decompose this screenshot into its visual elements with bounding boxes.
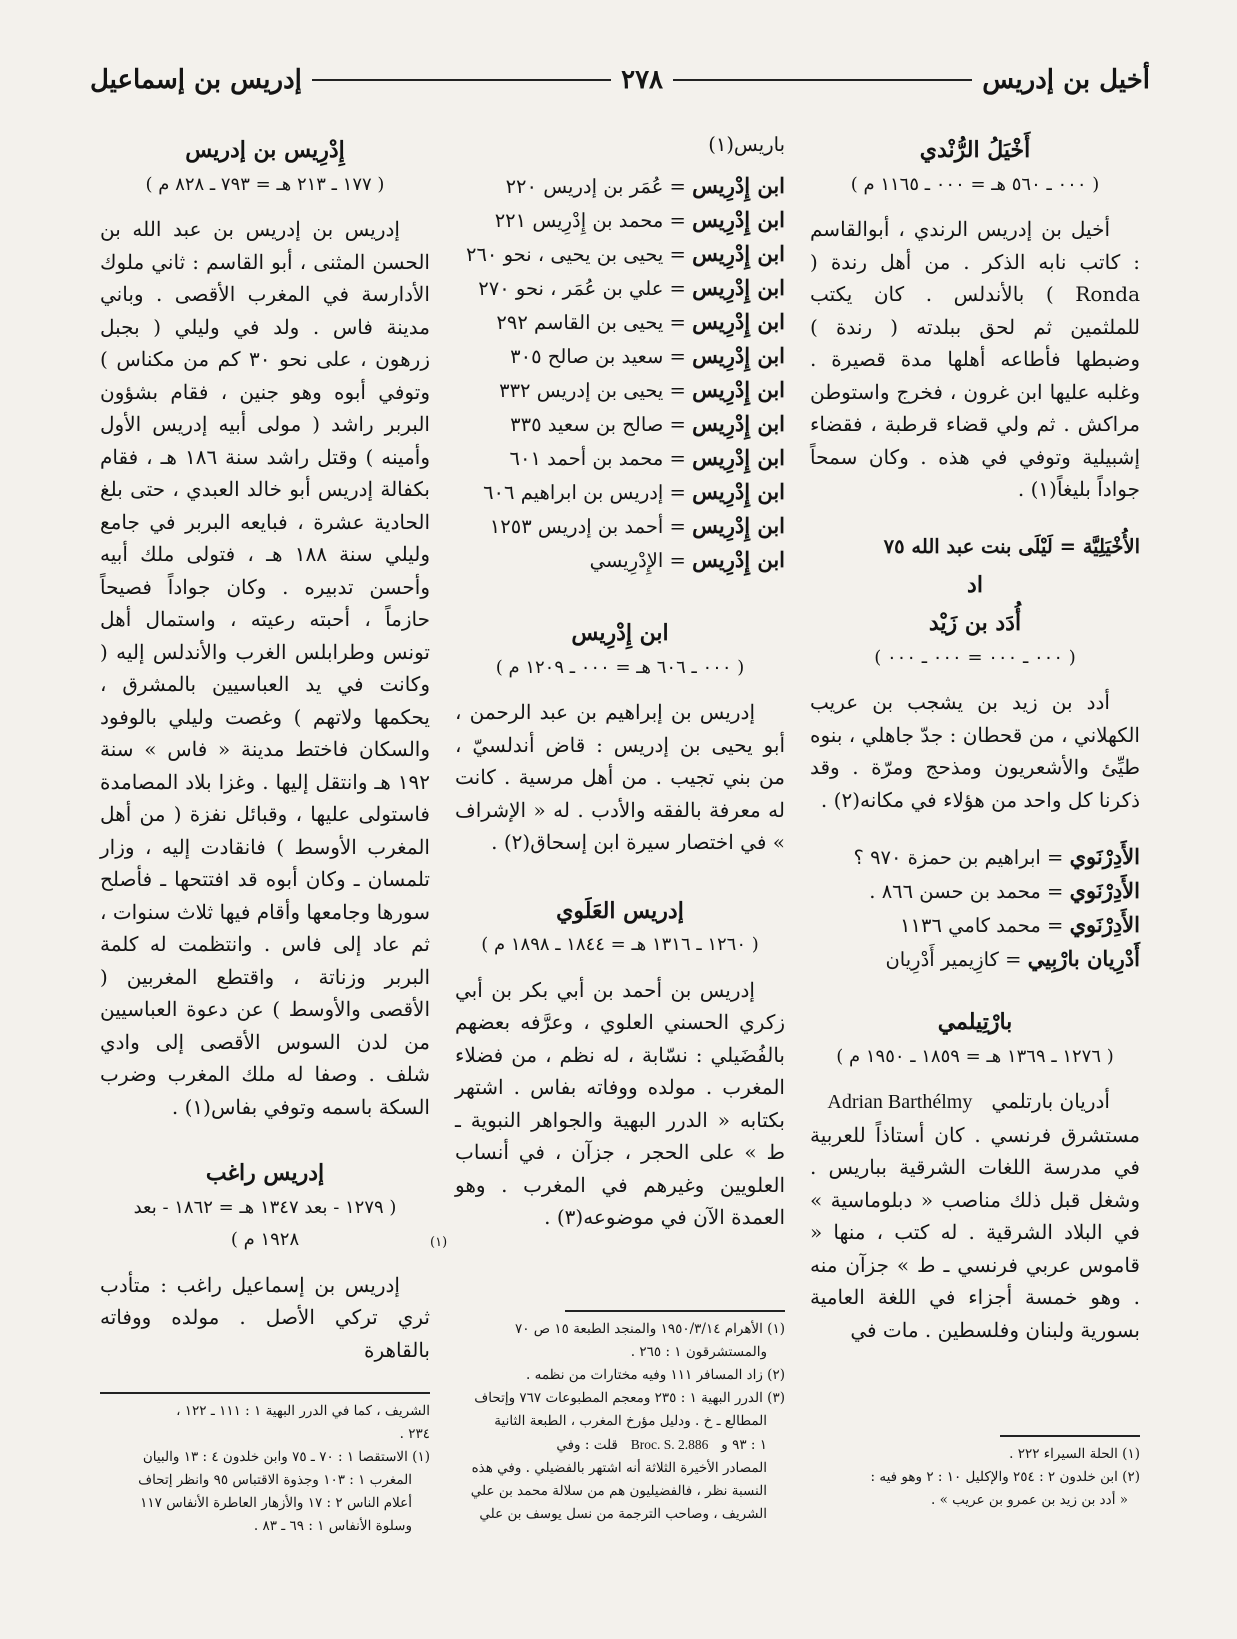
entry-title-udad: أُدَد بن زَيْد bbox=[928, 610, 1022, 636]
footnote-line: (٢) ابن خلدون ٢ : ٢٥٤ والإكليل ١٠ : ٢ وهو فيه : bbox=[870, 1469, 1140, 1485]
footnote-line: المصادر الأخيرة الثلاثة أنه اشتهر بالفضيلي . وفي هذه bbox=[471, 1460, 767, 1476]
entry-text-idris-alawi: إدريس بن أحمد بن أبي بكر بن أبي زكري الحسني العلوي ، وعرَّفه بعضهم بالفُضَيلي : نسّابة ، له نظم ، من فضلاء المغرب . مولده ووفاته بفاس . اشتهر بكتابه « الدرر البهية والجواهر النبوية ـ ط » على الحجر ، جزآن ، في أنساب العلويين وغيرهم في المغرب . وهو العمدة الآن في موضوعه(٣) . bbox=[455, 977, 785, 1229]
entry-title-idris-alawi: إدريس العَلَوي bbox=[556, 897, 684, 924]
entry-dates-barthelemy: ( ١٢٧٦ ـ ١٣٦٩ هـ = ١٨٥٩ ـ ١٩٥٠ م ) bbox=[836, 1045, 1114, 1067]
xref-adirnawi-3: الأَدِرْنَوي = محمد كامي ١١٣٦ bbox=[900, 912, 1140, 937]
xref-adirnawi-1: الأَدِرْنَوي = ابراهيم بن حمزة ٩٧٠ ؟ bbox=[853, 844, 1140, 869]
entry-text-idris-ii: إدريس بن إدريس بن عبد الله بن الحسن المثنى ، أبو القاسم : ثاني ملوك الأدارسة في المغرب الأقصى . وباني مدينة فاس . ولد في وليلي ( بجبل زرهون ، على نحو ٣٠ كم من مكناس ) وتوفي أبوه وهو جنين ، فقام بشؤون البربر راشد ( مولى أبيه إدريس الأول وأمينه ) وقتل راشد سنة ١٨٦ هـ ، فقام بكفالة إدريس أبو خالد العبدي ، حتى بلغ الحادية عشرة ، فبايعه البربر في جامع وليلي سنة ١٨٨ هـ ، فتولى ملك أبيه وأحسن تدبيره . وكان جواداً فصيحاً حازماً ، أحبته رعيته ، واستمال أهل تونس وطرابلس الغرب والأندلس إليه ( وكانت في يد العباسيين بالمشرق ، يحكمها ولاتهم ) وغصت وليلي بالوفود والسكان فاختط مدينة « فاس » سنة ١٩٢ هـ وانتقل إليها . وغزا بلاد المصامدة فاستولى عليها ، وقبائل نفزة ( من أهل المغرب الأوسط ) فانقادت إليه ، وزار تلمسان ـ وكان أبوه قد افتتحها ـ فأصلح سورها وجامعها وأقام فيها ثلاث سنوات ، ثم عاد إلى فاس . وانتظمت له كلمة البربر وزناتة ، واقتطع المغربين ( الأقصى والأوسط ) عن دعوة العباسيين من لدن السوس الأقصى إلى وادي شلف . وصفا له ملك المغرب وضرب السكة باسمه وتوفي بفاس(١) . bbox=[100, 217, 430, 1119]
entry-title-idris-ii: إِدْرِيس بن إدريس bbox=[185, 137, 345, 163]
xref-ibn-idris-2: ابن إِدْرِيس = محمد بن إِدْرِيس ٢٢١ bbox=[494, 207, 785, 232]
footnote-line: (١) الأهرام ١٩٥٠/٣/١٤ والمنجد الطبعة ١٥ ص ٧٠ bbox=[514, 1321, 785, 1337]
entry-dates-idris-ii: ( ١٧٧ ـ ٢١٣ هـ = ٧٩٣ ـ ٨٢٨ م ) bbox=[145, 173, 385, 195]
entry-text-barthelemy: مستشرق فرنسي . كان أستاذاً للعربية في مدرسة اللغات الشرقية بباريس . وشغل قبل ذلك مناصب « دبلوماسية » في البلاد الشرقية . له كتب ، منها « قاموس عربي فرنسي ـ ط » جزآن منه . وهو خمسة أجزاء في اللغة العامية بسورية ولبنان وفلسطين . مات في bbox=[810, 1122, 1140, 1342]
header-rule-right bbox=[673, 79, 972, 81]
xref-ibn-idris-12: ابن إِدْرِيس = الإِدْرِيسي bbox=[589, 547, 785, 572]
header-right-title: أخيل بن إدريس bbox=[982, 65, 1150, 95]
entry-title-ibn-idris: ابن إِدْرِيس bbox=[571, 620, 669, 646]
entry-text-udad: أدد بن زيد بن يشجب بن عريب الكهلاني ، من قحطان : جدّ جاهلي ، بنوه طيِّئ والأشعريون ومذحج ومرّة . وقد ذكرنا كل واحد من هؤلاء في مكانه(٢) . bbox=[810, 690, 1140, 812]
xref-ibn-idris-3: ابن إِدْرِيس = يحيى بن يحيى ، نحو ٢٦٠ bbox=[465, 241, 785, 266]
xref-ibn-idris-11: ابن إِدْرِيس = أحمد بن إدريس ١٢٥٣ bbox=[489, 513, 785, 538]
footnotes-middle bbox=[455, 1310, 785, 1526]
xref-adrian-barbier: أَدْرِيان بارْبِيي = كازِيمير أَدْرِيان bbox=[885, 946, 1140, 971]
xref-akhyaliyya: الأُخْيَلِيَّة = لَيْلَى بنت عبد الله ٧٥ bbox=[883, 534, 1140, 558]
footnote-line: الشريف ، كما في الدرر البهية ١ : ١١١ ـ ١٢٢ ، bbox=[176, 1403, 430, 1419]
xref-ibn-idris-10: ابن إِدْرِيس = إدريس بن ابراهيم ٦٠٦ bbox=[483, 479, 785, 504]
xref-ibn-idris-7: ابن إِدْرِيس = يحيى بن إدريس ٣٣٢ bbox=[499, 377, 785, 402]
footnote-line-brockelmann: ١ : ٩٣ و Broc. S. 2.886 قلت : وفي bbox=[556, 1437, 767, 1453]
footnote-line: الشريف ، وصاحب الترجمة من نسل يوسف بن علي bbox=[479, 1506, 767, 1522]
xref-ibn-idris-1: ابن إِدْرِيس = عُمَر بن إدريس ٢٢٠ bbox=[505, 173, 785, 198]
column-right bbox=[810, 128, 1140, 1346]
entry-text-ibn-idris: إدريس بن إبراهيم بن عبد الرحمن ، أبو يحيى بن إدريس : قاض أندلسيّ ، من بني تجيب . من أهل مرسية . كانت له معرفة بالفقه والأدب . له « الإشراف » في اختصار سيرة ابن إسحاق(٢) . bbox=[455, 700, 785, 854]
footnote-line: (١) الاستقصا ١ : ٧٠ ـ ٧٥ وابن خلدون ٤ : ١٣ والبيان bbox=[142, 1449, 430, 1465]
column-left bbox=[100, 128, 430, 1366]
footnote-line: المطالع ـ خ . ودليل مؤرخ المغرب ، الطبعة الثانية bbox=[494, 1413, 767, 1429]
footnote-line: النسبة نظر ، فالفضيليون هم من سلالة محمد بن علي bbox=[470, 1483, 767, 1499]
entry-dates-akhyal: ( ٠٠٠ ـ ٥٦٠ هـ = ٠٠٠ ـ ١١٦٥ م ) bbox=[850, 173, 1100, 195]
xref-ibn-idris-5: ابن إِدْرِيس = يحيى بن القاسم ٢٩٢ bbox=[496, 309, 785, 334]
xref-ibn-idris-6: ابن إِدْرِيس = سعيد بن صالح ٣٠٥ bbox=[510, 343, 785, 368]
footnotes-right bbox=[815, 1435, 1140, 1512]
entry-dates-idris-alawi: ( ١٢٦٠ ـ ١٣١٦ هـ = ١٨٤٤ ـ ١٨٩٨ م ) bbox=[481, 934, 759, 955]
xref-ibn-idris-8: ابن إِدْرِيس = صالح بن سعيد ٣٣٥ bbox=[510, 411, 785, 436]
footnote-line: أعلام الناس ٢ : ١٧ والأزهار العاطرة الأنفاس ١١٧ bbox=[140, 1495, 412, 1511]
footnote-line: ٢٣٤ . bbox=[399, 1426, 430, 1442]
section-letters: اد bbox=[967, 571, 983, 598]
footnote-line: والمستشرقون ١ : ٢٦٥ . bbox=[630, 1344, 767, 1360]
column-middle bbox=[455, 128, 785, 1234]
entry-title-idris-ragheb: إدريس راغب bbox=[205, 1160, 325, 1186]
footnote-line: « أدد بن زيد بن عمرو بن عريب » . bbox=[930, 1492, 1128, 1508]
header-rule-left bbox=[312, 79, 611, 81]
continuation-paris: باريس(١) bbox=[708, 133, 785, 156]
xref-ibn-idris-9: ابن إِدْرِيس = محمد بن أحمد ٦٠١ bbox=[509, 445, 785, 470]
entry-title-barthelemy: بارْتِيلمي bbox=[937, 1009, 1013, 1035]
xref-adirnawi-2: الأَدِرْنَوي = محمد بن حسن ٨٦٦ . bbox=[869, 878, 1140, 903]
footnote-line: المغرب ١ : ١٠٣ وجذوة الاقتباس ٩٥ وانظر إتحاف bbox=[138, 1472, 412, 1488]
page-number: ٢٧٨ bbox=[621, 65, 664, 95]
footnote-line: (٣) الدرر البهية ١ : ٢٣٥ ومعجم المطبوعات ٧٦٧ وإتحاف bbox=[474, 1390, 785, 1406]
entry-text-idris-ragheb: إدريس بن إسماعيل راغب : متأدب ثري تركي الأصل . مولده ووفاته بالقاهرة bbox=[100, 1272, 430, 1362]
footnote-rule-middle bbox=[565, 1310, 785, 1312]
footnote-rule-right bbox=[1000, 1435, 1140, 1437]
entry-dates-idris-ragheb-2: ١٩٢٨ م ) bbox=[230, 1229, 300, 1250]
running-header bbox=[90, 60, 1150, 100]
entry-dates-udad: ( ٠٠٠ ـ ٠٠٠ = ٠٠٠ ـ ٠٠٠ ) bbox=[874, 646, 1076, 668]
footnotes-left bbox=[100, 1392, 430, 1538]
footnote-rule-left bbox=[100, 1392, 430, 1394]
header-left-title: إدريس بن إسماعيل bbox=[89, 65, 302, 95]
entry-text-akhyal: أخيل بن إدريس الرندي ، أبوالقاسم : كاتب نابه الذكر . من أهل رندة ( Ronda ) بالأندلس . كان يكتب للملثمين ثم لحق ببلدته ( رندة ) وضبطها فأطاعه أهلها مدة قصيرة . وغلبه عليها ابن غرون ، فخرج واستوطن مراكش . ثم ولي قضاء قرطبة ، فقضاء إشبيلية وتوفي في هذه . وكان سمحاً جواداً بليغاً(١) . bbox=[810, 217, 1140, 501]
footnote-line: (١) الحلة السيراء ٢٢٢ . bbox=[1009, 1446, 1140, 1462]
entry-dates-ibn-idris: ( ٠٠٠ ـ ٦٠٦ هـ = ٠٠٠ ـ ١٢٠٩ م ) bbox=[495, 656, 745, 678]
entry-dates-idris-ragheb-1: ( ١٢٧٩ - بعد ١٣٤٧ هـ = ١٨٦٢ - بعد bbox=[133, 1196, 397, 1218]
entry-title-akhyal: أَخْيَلُ الرُّنْدي bbox=[919, 137, 1031, 163]
xref-ibn-idris-4: ابن إِدْرِيس = علي بن عُمَر ، نحو ٢٧٠ bbox=[478, 275, 785, 300]
footnote-line: (٢) زاد المسافر ١١١ وفيه مختارات من نظمه . bbox=[526, 1367, 785, 1383]
entry-text-barthelemy-lead: أدريان بارتلمي Adrian Barthélmy bbox=[827, 1089, 1110, 1113]
footnote-line: وسلوة الأنفاس ١ : ٦٩ ـ ٨٣ . bbox=[253, 1518, 412, 1534]
latin-name: Adrian Barthélmy bbox=[827, 1091, 973, 1113]
margin-footnote-mark: (١) bbox=[430, 1235, 448, 1250]
